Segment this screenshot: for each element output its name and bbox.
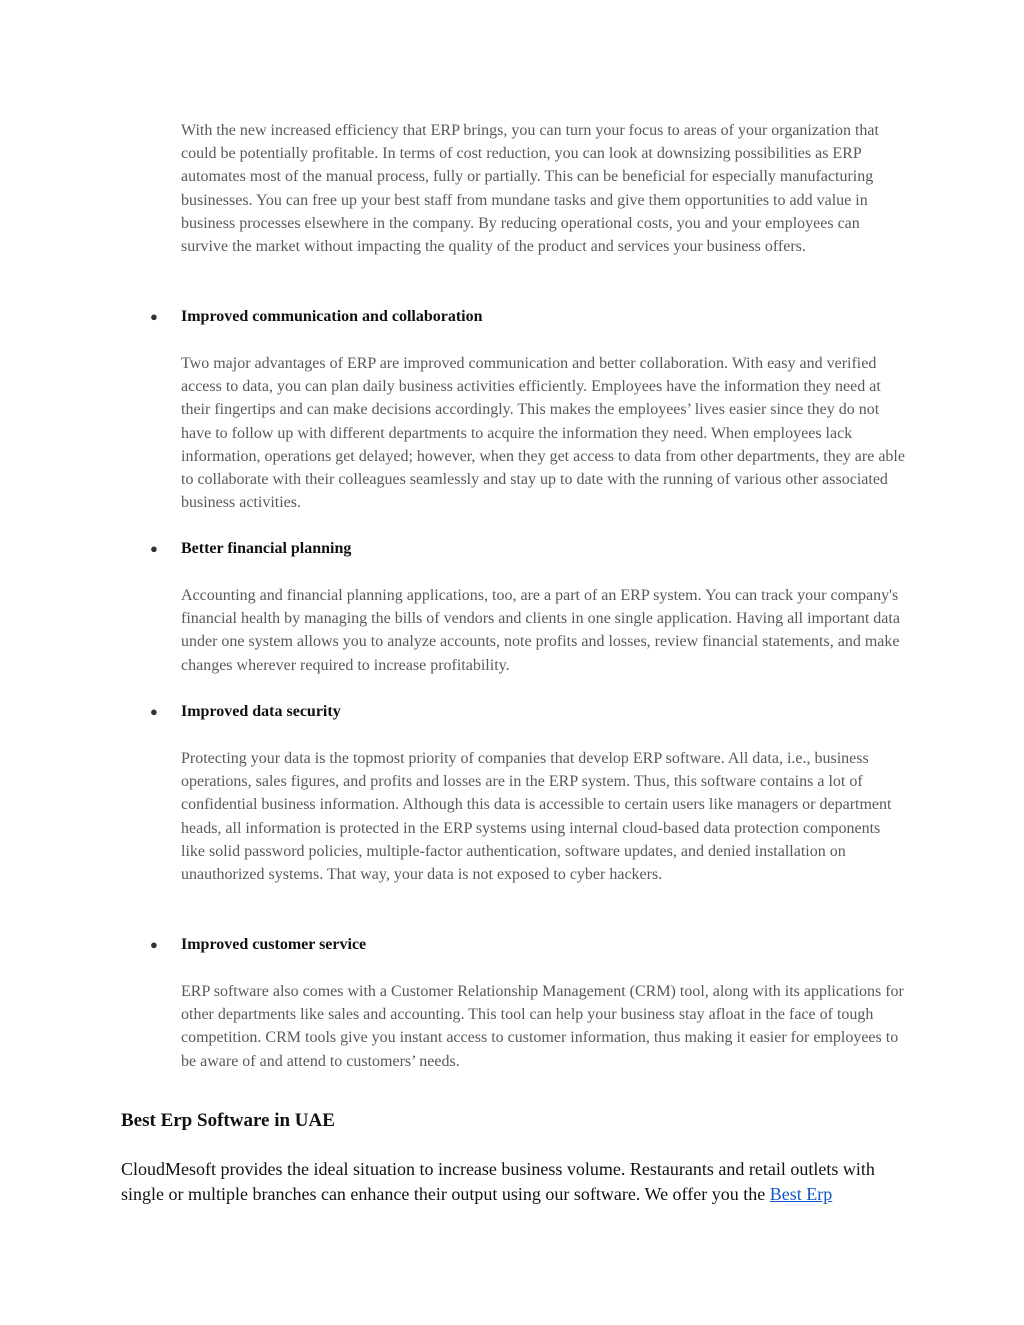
bullet-icon: ● xyxy=(150,704,158,719)
paragraph-communication-collaboration: Two major advantages of ERP are improved communication and better collaboration. With easy and verified access to data, you can plan daily business activities efficiently. Employees have the information they need at their fingertips and can make decisions accordingly. This makes the employees’ lives easier since they do not have to follow up with different departments to acquire the information they need. When employees lack information, operations get delayed; however, when they get access to data from other departments, they are able to collaborate with their colleagues seamlessly and stay up to date with the running of various other associated business activities. xyxy=(181,355,905,512)
paragraph-financial-planning: Accounting and financial planning applications, too, are a part of an ERP system. You can track your company's financial health by managing the bills of vendors and clients in one single application. Having all important data under one system allows you to analyze accounts, note profits and losses, review financial statements, and make changes wherever required to increase profitability. xyxy=(181,587,900,674)
intro-paragraph: With the new increased efficiency that ERP brings, you can turn your focus to areas of your organization that could be potentially profitable. In terms of cost reduction, you can look at downsizing possibilities as ERP automates most of the manual process, fully or partially. This can be beneficial for especially manufacturing businesses. You can free up your best staff from mundane tasks and give them opportunities to add value in business processes elsewhere in the company. By reducing operational costs, you and your employees can survive the market without impacting the quality of the product and services your business offers. xyxy=(181,122,879,256)
closing-paragraph xyxy=(121,1157,911,1206)
paragraph-data-security: Protecting your data is the topmost priority of companies that develop ERP software. All data, i.e., business operations, sales figures, and profits and losses are in the ERP system. Thus, this software contains a lot of confidential business information. Although this data is accessible to certain users like managers or department heads, all information is protected in the ERP systems using internal cloud-based data protection components like solid password policies, multiple-factor authentication, software updates, and denied installation on unauthorized systems. That way, your data is not exposed to cyber hackers. xyxy=(181,750,892,884)
bullet-icon: ● xyxy=(150,937,158,952)
heading-communication-collaboration: Improved communication and collaboration xyxy=(181,308,483,325)
heading-financial-planning: Better financial planning xyxy=(181,540,352,557)
section-title: Best Erp Software in UAE xyxy=(121,1110,335,1131)
best-erp-link[interactable]: Best Erp xyxy=(769,1183,833,1204)
bullet-icon: ● xyxy=(150,541,158,556)
bullet-icon: ● xyxy=(150,309,158,324)
heading-data-security: Improved data security xyxy=(181,703,341,720)
paragraph-customer-service: ERP software also comes with a Customer Relationship Management (CRM) tool, along with its applications for other departments like sales and accounting. This tool can help your business stay afloat in the face of tough competition. CRM tools give you instant access to customer information, thus making it easier for employees to be aware of and attend to customers’ needs. xyxy=(181,983,904,1070)
closing-text: CloudMesoft provides the ideal situation to increase business volume. Restaurants and retail outlets with single or multiple branches can enhance their output using our software. We offer you the xyxy=(121,1159,875,1204)
heading-customer-service: Improved customer service xyxy=(181,936,367,953)
